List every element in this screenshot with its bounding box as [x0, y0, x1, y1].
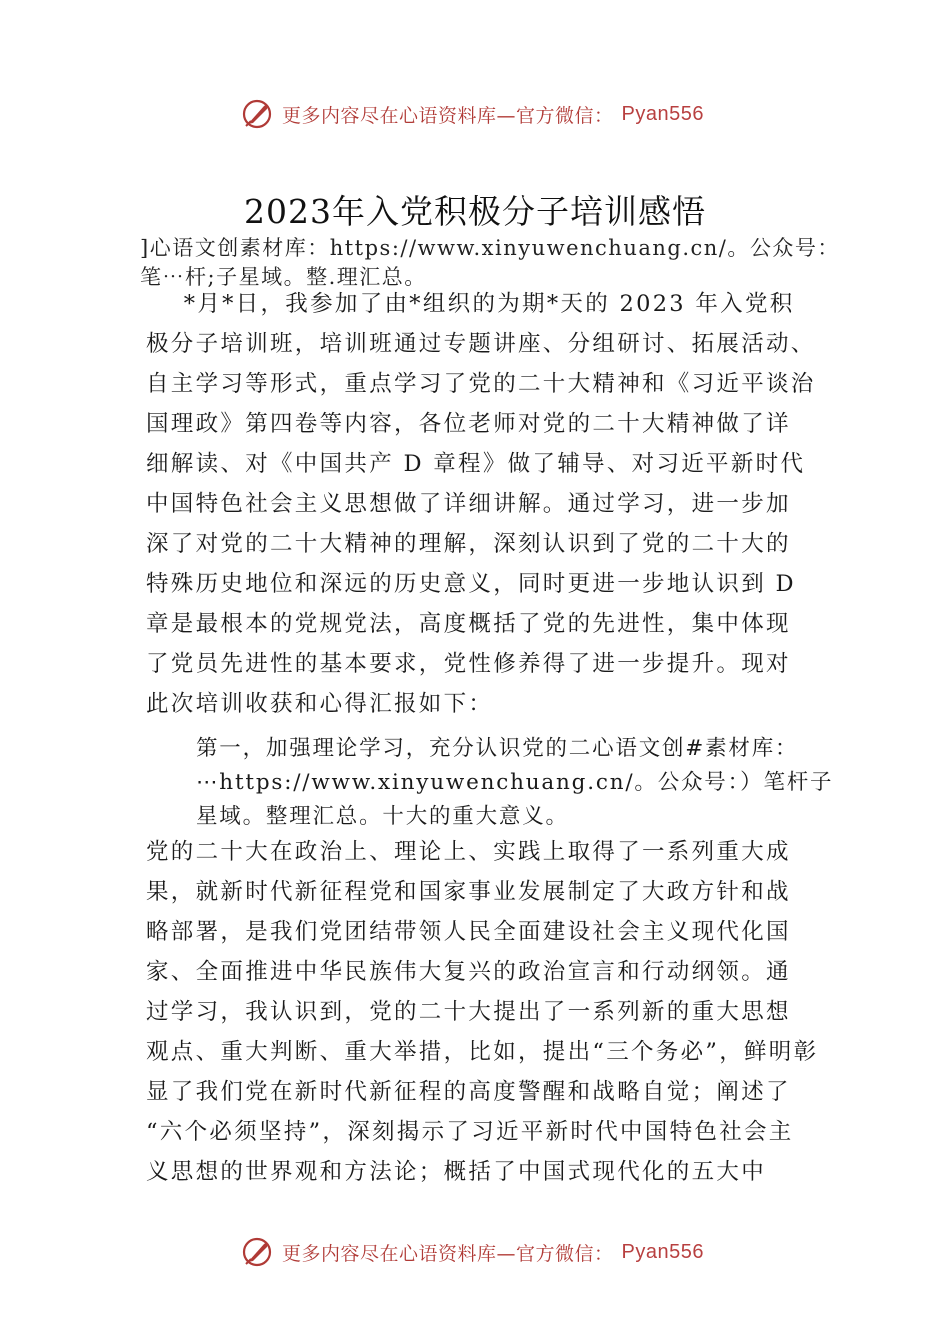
- text-line: 果，就新时代新征程党和国家事业发展制定了大政方针和战: [146, 879, 791, 905]
- text-line: 略部署，是我们党团结带领人民全面建设社会主义现代化国: [146, 919, 791, 945]
- text-line: 自主学习等形式，重点学习了党的二十大精神和《习近平谈治: [146, 371, 816, 397]
- text-line: 观点、重大判断、重大举措，比如，提出“三个务必”，鲜明彰: [146, 1039, 819, 1065]
- banner-text: 更多内容尽在心语资料库—官方微信：: [282, 1242, 614, 1265]
- text-line: 特殊历史地位和深远的历史意义，同时更进一步地认识到 D: [146, 571, 796, 597]
- paragraph-body: [146, 832, 819, 1192]
- header-banner: [240, 94, 760, 134]
- text-line: 章是最根本的党规党法，高度概括了党的先进性，集中体现: [146, 611, 791, 637]
- text-line: 显了我们党在新时代新征程的高度警醒和战略自觉；阐述了: [146, 1079, 791, 1105]
- source-note-line: 笔⋯杆;子星域。整.理汇总。: [140, 265, 427, 289]
- text-line: 此次培训收获和心得汇报如下：: [146, 691, 494, 717]
- text-line: ⋯https://www.xinyuwenchuang.cn/。公众号：）笔杆子: [196, 770, 834, 795]
- text-line: 过学习，我认识到，党的二十大提出了一系列新的重大思想: [146, 999, 791, 1025]
- text-line: 国理政》第四卷等内容，各位老师对党的二十大精神做了详: [146, 411, 791, 437]
- text-line: 极分子培训班，培训班通过专题讲座、分组研讨、拓展活动、: [146, 331, 816, 357]
- text-line: 第一，加强理论学习，充分认识党的二心语文创#素材库：: [196, 736, 799, 761]
- text-line: *月*日，我参加了由*组织的为期*天的 2023 年入党积: [146, 291, 795, 317]
- banner-text: 更多内容尽在心语资料库—官方微信：: [282, 104, 614, 127]
- footer-banner: [240, 1232, 760, 1272]
- text-line: 深了对党的二十大精神的理解，深刻认识到了党的二十大的: [146, 531, 791, 557]
- paragraph-intro: [146, 284, 816, 724]
- quill-pen-icon: [240, 1235, 274, 1269]
- document-title: 2023年入党积极分子培训感悟: [244, 192, 706, 231]
- text-line: 了党员先进性的基本要求，党性修养得了进一步提升。现对: [146, 651, 791, 677]
- banner-wechat-id: Pyan556: [621, 1240, 704, 1263]
- text-line: 细解读、对《中国共产 D 章程》做了辅导、对习近平新时代: [146, 451, 806, 477]
- text-line: 义思想的世界观和方法论；概括了中国式现代化的五大中: [146, 1159, 767, 1185]
- text-line: 星域。整理汇总。十大的重大意义。: [196, 804, 569, 829]
- quill-pen-icon: [240, 97, 274, 131]
- section-heading-1: [196, 732, 856, 834]
- text-line: “六个必须坚持”，深刻揭示了习近平新时代中国特色社会主: [146, 1119, 794, 1145]
- text-line: 中国特色社会主义思想做了详细讲解。通过学习，进一步加: [146, 491, 791, 517]
- banner-wechat-id: Pyan556: [621, 102, 704, 125]
- source-note-line: ]心语文创素材库：https://www.xinyuwenchuang.cn/。公众号：: [140, 236, 840, 260]
- text-line: 家、全面推进中华民族伟大复兴的政治宣言和行动纲领。通: [146, 959, 791, 985]
- text-line: 党的二十大在政治上、理论上、实践上取得了一系列重大成: [146, 839, 791, 865]
